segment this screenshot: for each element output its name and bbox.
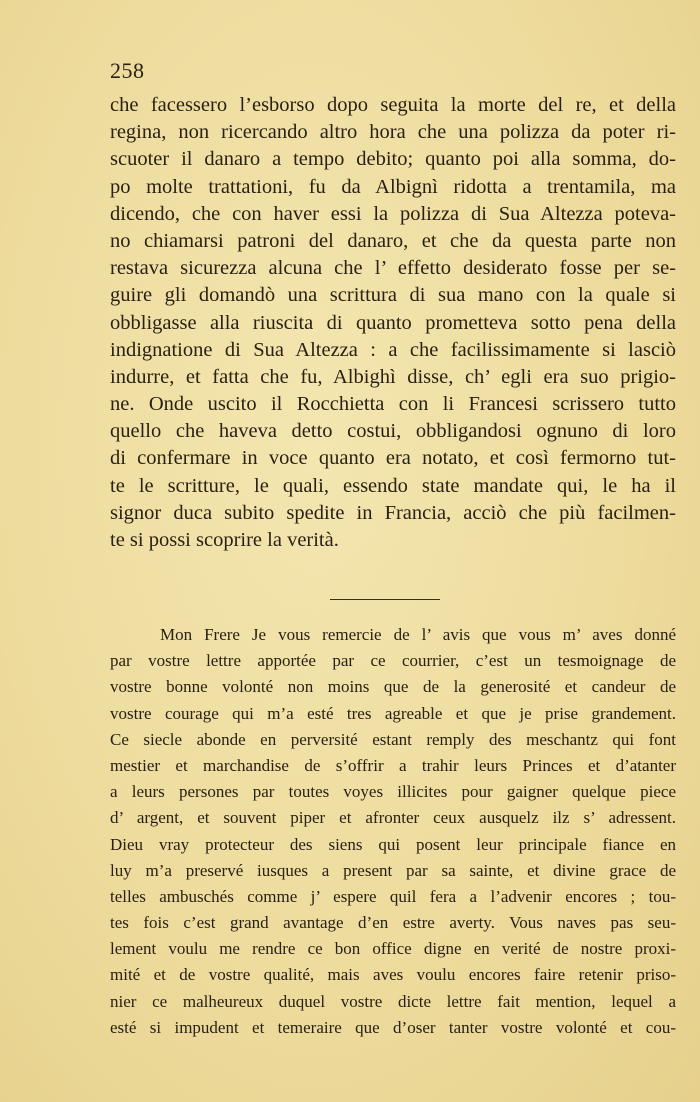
text-line: indurre, et fatta che fu, Albighì disse, ch’ egli era suo prigio- [110, 365, 676, 388]
text-line: te si possi scoprire la verità. [110, 529, 339, 551]
text-line: obbligasse alla riuscita di quanto prometteva sotto pena della [110, 311, 676, 334]
text-line: lement voulu me rendre ce bon office digne en verité de nostre proxi- [110, 939, 676, 959]
text-line: regina, non ricercando altro hora che una polizza da poter ri- [110, 121, 676, 144]
text-line: mestier et marchandise de s’offrir a trahir leurs Princes et d’atanter [110, 755, 676, 775]
text-line: di confermare in voce quanto era notato, et così fermorno tut- [110, 447, 676, 470]
text-line: che facessero l’esborso dopo seguita la morte del re, et della [110, 94, 676, 116]
text-line: par vostre lettre apportée par ce courrier, c’est un tesmoignage de [110, 651, 676, 671]
text-line: dicendo, che con haver essi la polizza di Sua Altezza poteva- [110, 202, 676, 225]
text-line: telles ambuschés comme j’ espere quil fera a l’advenir encores ; tou- [110, 886, 676, 906]
text-line: ne. Onde uscito il Rocchietta con li Francesi scrissero tutto [110, 393, 676, 416]
french-letter [110, 622, 676, 1041]
text-line: esté si impudent et temeraire que d’oser tanter vostre volonté et cou- [110, 1017, 676, 1037]
text-line: a leurs persones par toutes voyes illicites pour gaigner quelque piece [110, 782, 676, 802]
text-line: d’ argent, et souvent piper et afronter ceux ausquelz ilz s’ adressent. [110, 808, 676, 828]
text-line: quello che haveva detto costui, obbligandosi ognuno di loro [110, 420, 676, 443]
text-line: restava sicurezza alcuna che l’ effetto desiderato fosse per se- [110, 257, 676, 280]
text-line: Dieu vray protecteur des siens qui posent leur principale fiance en [110, 834, 676, 854]
text-line: signor duca subito spedite in Francia, acciò che più facilmen- [110, 501, 676, 524]
text-line: scuoter il danaro a tempo debito; quanto poi alla somma, do- [110, 148, 676, 171]
section-divider [330, 599, 440, 600]
text-line: guire gli domandò una scrittura di sua mano con la quale si [110, 284, 676, 307]
text-line: te le scritture, le quali, essendo state mandate qui, le ha il [110, 474, 676, 497]
text-line: mité et de vostre qualité, mais aves voulu encores faire retenir priso- [110, 965, 676, 985]
text-line: nier ce malheureux duquel vostre dicte lettre fait mention, lequel a [110, 991, 676, 1011]
text-line: po molte trattationi, fu da Albignì ridotta a trentamila, ma [110, 175, 676, 198]
text-line: Ce siecle abonde en perversité estant remply des meschantz qui font [110, 729, 676, 749]
text-line: vostre courage qui m’a esté tres agreable et que je prise grandement. [110, 703, 676, 723]
italian-paragraph [110, 92, 676, 554]
text-line: Mon Frere Je vous remercie de l’ avis que vous m’ aves donné [160, 625, 676, 644]
text-line: luy m’a preservé iusques a present par sa sainte, et divine grace de [110, 860, 676, 880]
text-line: indignatione di Sua Altezza : a che facilissimamente si lasciò [110, 338, 676, 361]
text-line: vostre bonne volonté non moins que de la generosité et candeur de [110, 677, 676, 697]
page-number: 258 [110, 58, 145, 83]
text-line: no chiamarsi patroni del danaro, et che da questa parte non [110, 229, 676, 252]
text-line: tes fois c’est grand avantage d’en estre averty. Vous naves pas seu- [110, 913, 676, 933]
